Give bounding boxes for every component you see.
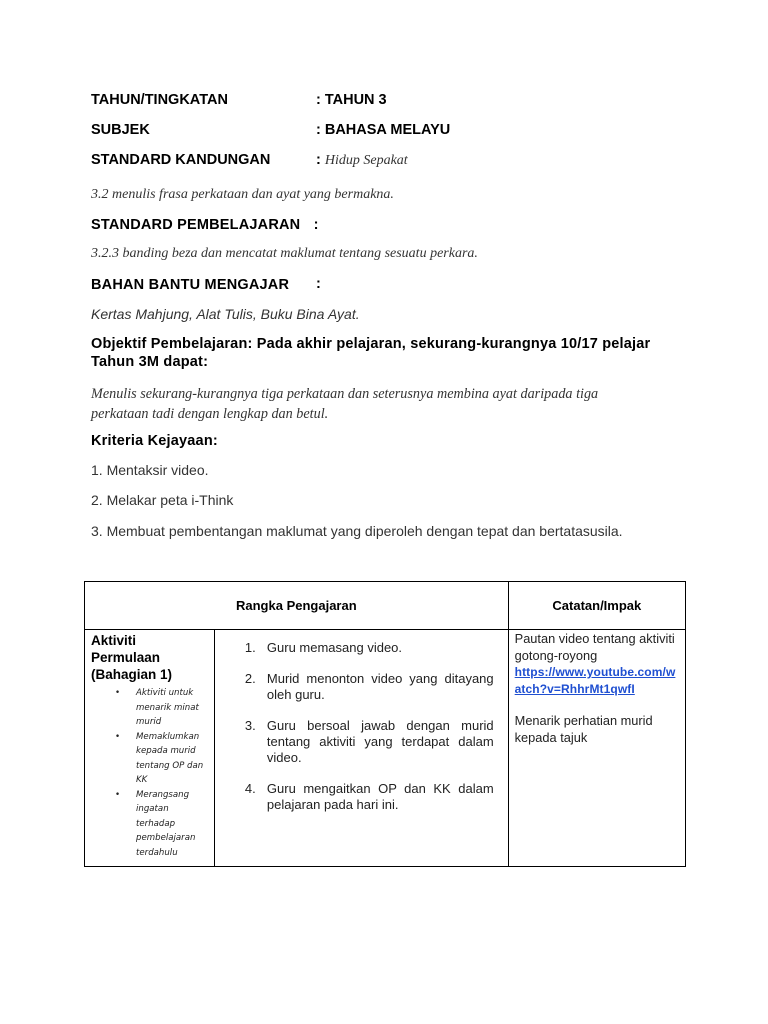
- field-value: : TAHUN 3: [316, 92, 387, 108]
- standard-pembelajaran-label: [91, 217, 319, 233]
- list-item: [85, 730, 214, 788]
- step-text: Guru bersoal jawab dengan murid tentang aktiviti yang terdapat dalam video.: [266, 718, 494, 765]
- list-item: [215, 718, 494, 766]
- step-text: Guru mengaitkan OP dan KK dalam pelajaran pada hari ini.: [266, 781, 494, 812]
- steps-list: [215, 630, 508, 836]
- step-number: 3.: [244, 718, 256, 733]
- bullet-text: Memaklumkan kepada murid tentang OP dan KK: [136, 731, 204, 785]
- spacer: [515, 697, 681, 713]
- header-catatan-impak: Catatan/Impak: [508, 582, 685, 630]
- objective-detail-line: Menulis sekurang-kurangnya tiga perkataan dan seterusnya membina ayat daripada tiga: [91, 386, 599, 402]
- objective-heading: [91, 335, 650, 371]
- objective-detail: [91, 384, 598, 424]
- bahan-bantu-label: [91, 276, 322, 294]
- activity-cell: [85, 630, 215, 867]
- table-header-row: [85, 582, 686, 630]
- field-label: SUBJEK: [91, 122, 150, 138]
- activity-title-line: Aktiviti: [91, 633, 137, 648]
- table-row: [85, 630, 686, 867]
- bullet-icon: •: [115, 688, 121, 698]
- youtube-link[interactable]: https://www.youtube.com/watch?v=RhhrMt1qwfI: [514, 665, 676, 696]
- label-text: STANDARD PEMBELAJARAN: [91, 217, 301, 233]
- criteria-item: 1. Mentaksir video.: [91, 462, 209, 478]
- objective-line: Objektif Pembelajaran: Pada akhir pelajaran, sekurang-kurangnya 10/17 pelajar: [91, 336, 651, 352]
- notes-content: [509, 630, 685, 746]
- header-rangka-pengajaran: Rangka Pengajaran: [85, 582, 509, 630]
- step-text: Murid menonton video yang ditayang oleh guru.: [266, 671, 494, 702]
- objective-detail-line: perkataan tadi dengan lengkap dan betul.: [91, 406, 329, 422]
- activity-title: [85, 630, 214, 683]
- bullet-icon: •: [115, 731, 121, 742]
- label-text: BAHAN BANTU MENGAJAR: [91, 277, 290, 293]
- field-value: Hidup Sepakat: [324, 153, 408, 168]
- label-colon: :: [316, 276, 322, 292]
- standard-pembelajaran-detail: 3.2.3 banding beza dan mencatat maklumat tentang sesuatu perkara.: [91, 246, 478, 261]
- steps-cell: [214, 630, 508, 867]
- field-colon: :: [316, 152, 321, 168]
- standard-kandungan-detail: 3.2 menulis frasa perkataan dan ayat yang bermakna.: [91, 187, 394, 202]
- list-item: [215, 640, 494, 656]
- notes-text: Pautan video tentang aktiviti gotong-royong: [514, 631, 675, 663]
- objective-line: Tahun 3M dapat:: [91, 354, 209, 370]
- list-item: [215, 781, 494, 813]
- criteria-title: Kriteria Kejayaan:: [91, 433, 218, 449]
- lesson-plan-table: [84, 581, 686, 867]
- list-item: [215, 671, 494, 703]
- criteria-item: 3. Membuat pembentangan maklumat yang diperoleh dengan tepat dan bertatasusila.: [91, 523, 623, 539]
- label-colon: :: [313, 217, 319, 233]
- field-value-wrap: [316, 152, 408, 169]
- step-number: 2.: [244, 671, 256, 686]
- bullet-icon: •: [115, 789, 121, 800]
- step-number: 1.: [244, 640, 256, 655]
- list-item: [85, 788, 214, 861]
- activity-title-line: Permulaan: [91, 650, 161, 665]
- bullet-text: Aktiviti untuk menarik minat murid: [136, 688, 199, 727]
- field-label: STANDARD KANDUNGAN: [91, 152, 271, 168]
- list-item: [85, 686, 214, 730]
- notes-text: Menarik perhatian murid kepada tajuk: [514, 713, 653, 745]
- activity-title-line: (Bahagian 1): [91, 667, 173, 682]
- bahan-bantu-detail: Kertas Mahjung, Alat Tulis, Buku Bina Ayat.: [91, 306, 360, 322]
- bullet-text: Merangsang ingatan terhadap pembelajaran terdahulu: [136, 789, 196, 858]
- step-text: Guru memasang video.: [266, 640, 403, 655]
- step-number: 4.: [244, 781, 256, 796]
- field-value: : BAHASA MELAYU: [316, 122, 451, 138]
- criteria-item: 2. Melakar peta i-Think: [91, 492, 234, 508]
- notes-cell: [508, 630, 685, 867]
- field-label: TAHUN/TINGKATAN: [91, 92, 228, 108]
- activity-bullets: [85, 686, 214, 866]
